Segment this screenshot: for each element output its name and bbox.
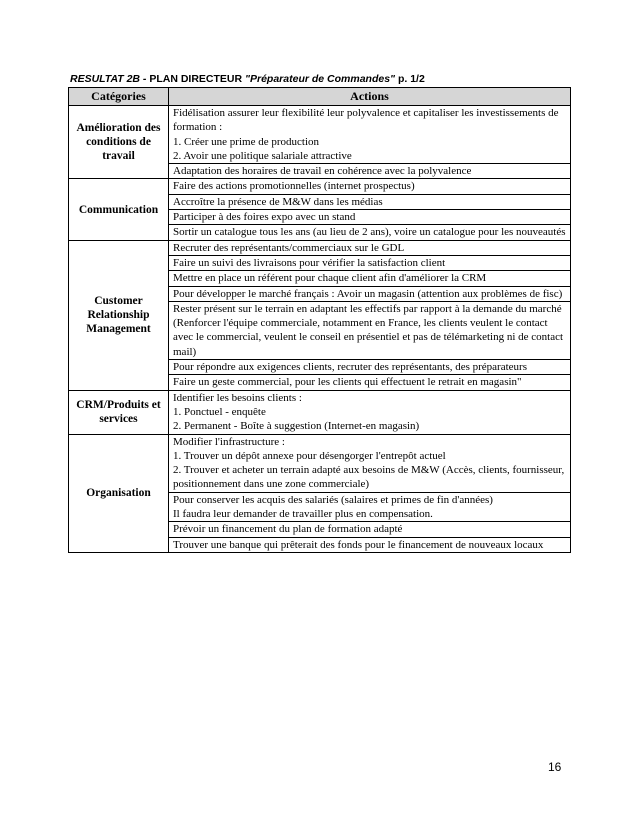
title-main: PLAN DIRECTEUR: [149, 73, 246, 85]
table-header-row: [69, 88, 571, 106]
action-cell: Mettre en place un référent pour chaque client afin d'améliorer la CRM: [169, 271, 571, 286]
table-row: [69, 434, 571, 492]
page-number: 16: [548, 760, 562, 774]
action-cell: Faire un geste commercial, pour les clients qui effectuent le retrait en magasin": [169, 375, 571, 390]
category-cell: Organisation: [69, 434, 169, 552]
action-cell: Prévoir un financement du plan de formation adapté: [169, 522, 571, 537]
document-title: [70, 73, 570, 85]
action-cell: Pour conserver les acquis des salariés (salaires et primes de fin d'années) Il faudra leur demander de travailler plus en compensation.: [169, 492, 571, 522]
table-row: [69, 106, 571, 164]
category-cell: CRM/Produits et services: [69, 390, 169, 434]
action-cell: Participer à des foires expo avec un stand: [169, 210, 571, 225]
plan-table: [68, 87, 571, 553]
action-cell: Adaptation des horaires de travail en cohérence avec la polyvalence: [169, 164, 571, 179]
action-cell: Pour développer le marché français : Avoir un magasin (attention aux problèmes de fisc): [169, 286, 571, 301]
title-prefix: RESULTAT 2B -: [70, 73, 150, 85]
table-row: [69, 390, 571, 434]
action-cell: Rester présent sur le terrain en adaptant les effectifs par rapport à la demande du marché (Renforcer l'équipe commerciale, notamment en France, les clients veulent le contact avec le commercial, veulent le conseil en présentiel et pas de télémarketing ni de contact mail): [169, 301, 571, 359]
action-cell: Fidélisation assurer leur flexibilité leur polyvalence et capitaliser les investissements de formation : 1. Créer une prime de production 2. Avoir une politique salariale attractive: [169, 106, 571, 164]
action-cell: Faire un suivi des livraisons pour vérifier la satisfaction client: [169, 255, 571, 270]
action-cell: Modifier l'infrastructure : 1. Trouver un dépôt annexe pour désengorger l'entrepôt actuel 2. Trouver et acheter un terrain adapté aux besoins de M&W (Accès, clients, fournisseur, positionnement dans une zone commerciale): [169, 434, 571, 492]
action-cell: Identifier les besoins clients : 1. Ponctuel - enquête 2. Permanent - Boîte à suggestion (Internet-en magasin): [169, 390, 571, 434]
action-cell: Faire des actions promotionnelles (internet prospectus): [169, 179, 571, 194]
action-cell: Recruter des représentants/commerciaux sur le GDL: [169, 240, 571, 255]
category-cell: Customer Relationship Management: [69, 240, 169, 390]
title-quoted: "Préparateur de Commandes": [245, 73, 396, 85]
table-row: [69, 179, 571, 194]
header-categories: Catégories: [69, 88, 169, 106]
table-row: [69, 240, 571, 255]
action-cell: Pour répondre aux exigences clients, recruter des représentants, des préparateurs: [169, 360, 571, 375]
action-cell: Accroître la présence de M&W dans les médias: [169, 194, 571, 209]
title-suffix: p. 1/2: [395, 73, 425, 85]
category-cell: Amélioration des conditions de travail: [69, 106, 169, 179]
category-cell: Communication: [69, 179, 169, 240]
action-cell: Sortir un catalogue tous les ans (au lieu de 2 ans), voire un catalogue pour les nouveautés: [169, 225, 571, 240]
action-cell: Trouver une banque qui prêterait des fonds pour le financement de nouveaux locaux: [169, 537, 571, 552]
header-actions: Actions: [169, 88, 571, 106]
